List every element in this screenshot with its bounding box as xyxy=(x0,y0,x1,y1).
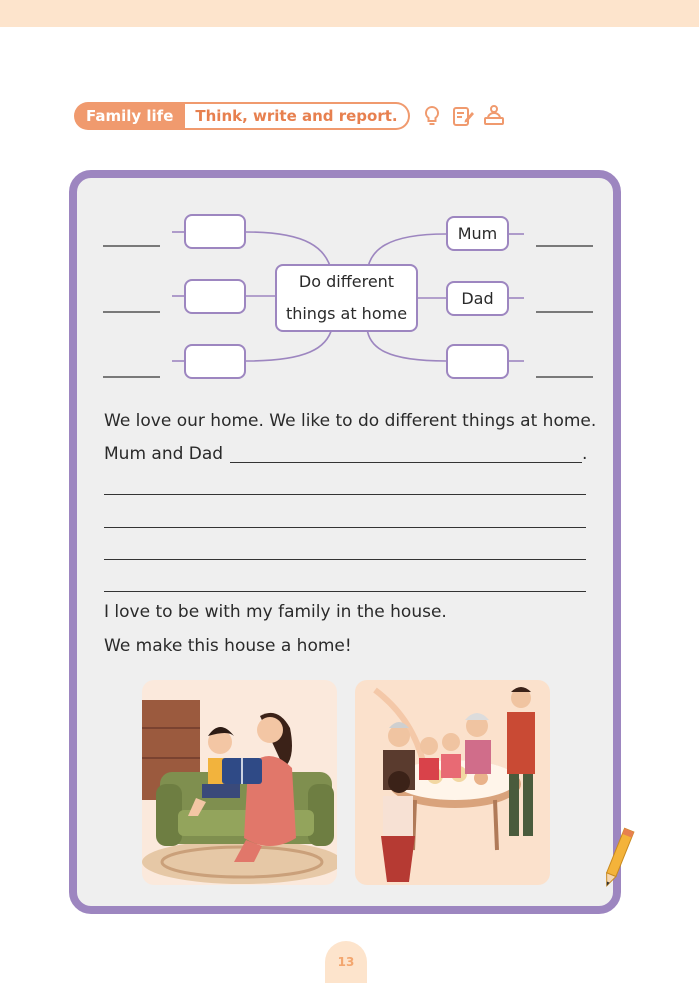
mindmap-left-node-2[interactable] xyxy=(184,279,246,314)
section-instruction: Think, write and report. xyxy=(185,102,409,130)
page-number: 13 xyxy=(325,941,367,983)
mindmap-right-node-3[interactable] xyxy=(446,344,509,379)
top-banner xyxy=(0,0,699,27)
section-tag: Family life xyxy=(74,102,185,130)
paragraph-line-2-prefix: Mum and Dad xyxy=(104,444,224,464)
center-node-line-1: Do different xyxy=(298,272,395,291)
writing-line-5[interactable] xyxy=(104,591,586,592)
writing-line-2[interactable] xyxy=(104,494,586,495)
center-node-line-2: things at home xyxy=(285,304,408,323)
mindmap-center-node xyxy=(275,264,418,332)
mindmap-left-node-1[interactable] xyxy=(184,214,246,249)
worksheet-panel xyxy=(69,170,621,914)
lightbulb-icon xyxy=(420,104,444,128)
notepad-pencil-icon xyxy=(451,104,475,128)
writing-line-3[interactable] xyxy=(104,527,586,528)
paragraph-line-1: We love our home. We like to do different things at home. xyxy=(104,411,597,431)
mindmap-right-node-dad: Dad xyxy=(446,281,509,316)
closing-line-1: I love to be with my family in the house. xyxy=(104,602,447,622)
writing-line-1[interactable] xyxy=(230,462,582,463)
pencil-icon xyxy=(600,826,636,890)
paragraph-line-2-suffix: . xyxy=(582,444,588,464)
closing-line-2: We make this house a home! xyxy=(104,636,352,656)
section-header xyxy=(74,101,410,131)
mindmap-left-node-3[interactable] xyxy=(184,344,246,379)
family-dinner-illustration xyxy=(355,680,550,885)
mindmap-right-node-mum: Mum xyxy=(446,216,509,251)
presentation-icon xyxy=(482,104,506,128)
writing-line-4[interactable] xyxy=(104,559,586,560)
reading-illustration xyxy=(142,680,337,885)
